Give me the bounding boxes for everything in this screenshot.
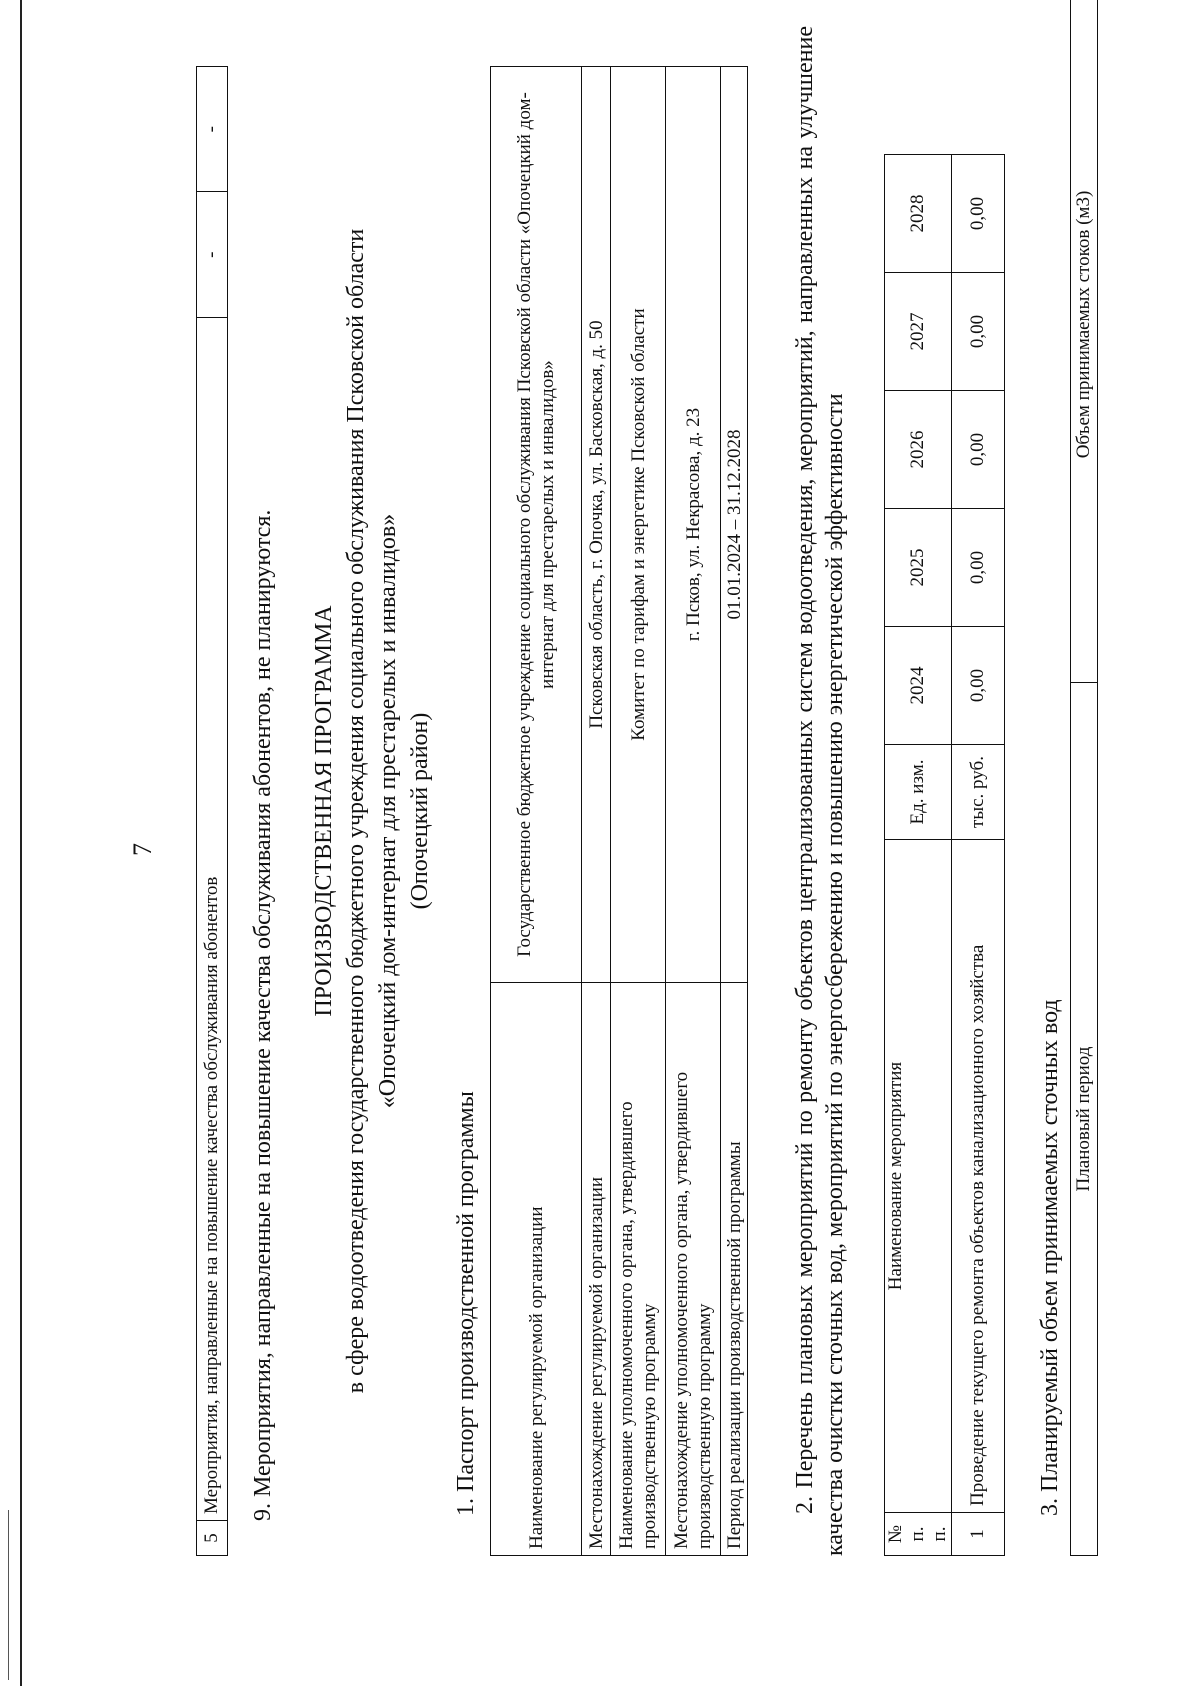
cell-num: 1 bbox=[952, 1513, 1005, 1556]
passport-label: Местонахождение регулируемой организации bbox=[582, 983, 611, 1556]
row-name: Мероприятия, направленные на повышение качества обслуживания абонентов bbox=[197, 318, 228, 1521]
passport-label: Местонахождение уполномоченного органа, утвердившего производственную программу bbox=[666, 983, 721, 1556]
header-2028: 2028 bbox=[885, 155, 952, 273]
section-1-heading: 1. Паспорт производственной программы bbox=[453, 1091, 479, 1516]
table-row bbox=[197, 67, 228, 1556]
table-header-row bbox=[1071, 0, 1098, 1556]
header-2027: 2027 bbox=[885, 273, 952, 391]
header-name: Наименование мероприятия bbox=[885, 840, 952, 1513]
row-value-2: - bbox=[197, 67, 228, 193]
passport-value: Псковская область, г. Опочка, ул. Басковская, д. 50 bbox=[582, 67, 611, 983]
row-number: 5 bbox=[197, 1521, 228, 1556]
table-header-row bbox=[885, 155, 952, 1556]
program-subtitle-line-3: (Опочецкий район) bbox=[407, 712, 433, 910]
table-row bbox=[582, 67, 611, 1556]
measures-table bbox=[884, 154, 1005, 1556]
cell-2028: 0,00 bbox=[952, 155, 1005, 273]
cell-name: Проведение текущего ремонта объектов канализационного хозяйства bbox=[952, 840, 1005, 1513]
passport-value: 01.01.2024 – 31.12.2028 bbox=[721, 67, 748, 983]
program-title-block bbox=[308, 66, 436, 1556]
cell-2024: 0,00 bbox=[952, 627, 1005, 745]
passport-table bbox=[490, 66, 748, 1556]
header-2024: 2024 bbox=[885, 627, 952, 745]
header-unit: Ед. изм. bbox=[885, 745, 952, 840]
header-planning-period: Плановый период bbox=[1071, 683, 1098, 1556]
program-subtitle-line-1: в сфере водоотведения государственного бюджетного учреждения социального обслуживания Псковской области bbox=[343, 228, 369, 1394]
passport-value: г. Псков, ул. Некрасова, д. 23 bbox=[666, 67, 721, 983]
passport-value: Комитет по тарифам и энергетике Псковской области bbox=[611, 67, 666, 983]
table-row bbox=[491, 67, 582, 1556]
page-number: 7 bbox=[128, 843, 157, 856]
row-value-1: - bbox=[197, 192, 228, 318]
passport-label: Наименование уполномоченного органа, утвердившего производственную программу bbox=[611, 983, 666, 1556]
cell-2025: 0,00 bbox=[952, 509, 1005, 627]
volume-table bbox=[1070, 0, 1098, 1556]
table-row bbox=[952, 155, 1005, 1556]
table-row bbox=[721, 67, 748, 1556]
program-title: ПРОИЗВОДСТВЕННАЯ ПРОГРАММА bbox=[311, 605, 337, 1017]
top-table bbox=[196, 66, 228, 1556]
header-num: № п. п. bbox=[885, 1513, 952, 1556]
table-row bbox=[611, 67, 666, 1556]
section-9-text: 9. Мероприятия, направленные на повышение качества обслуживания абонентов, не планируются. bbox=[250, 509, 276, 1521]
cell-2027: 0,00 bbox=[952, 273, 1005, 391]
cell-unit: тыс. руб. bbox=[952, 745, 1005, 840]
cell-2026: 0,00 bbox=[952, 391, 1005, 509]
header-2026: 2026 bbox=[885, 391, 952, 509]
passport-label: Период реализации производственной программы bbox=[721, 983, 748, 1556]
table-row bbox=[666, 67, 721, 1556]
program-subtitle-line-2: «Опочецкий дом-интернат для престарелых и инвалидов» bbox=[375, 513, 401, 1109]
header-volume: Объем принимаемых стоков (м3) bbox=[1071, 0, 1098, 683]
header-2025: 2025 bbox=[885, 509, 952, 627]
section-2-text: 2. Перечень плановых мероприятий по ремонту объектов централизованных систем водоотведения, мероприятий, направленных на улучшение качества очистки сточных вод, мероприятий по энергосбережению и повышению энергетической эффективности bbox=[792, 26, 848, 1556]
section-3-heading: 3. Планируемый объем принимаемых сточных вод bbox=[1037, 999, 1063, 1516]
passport-label: Наименование регулируемой организации bbox=[491, 983, 582, 1556]
passport-value: Государственное бюджетное учреждение социального обслуживания Псковской области «Опочецкий дом-интернат для престарелых и инвалидов» bbox=[491, 67, 582, 983]
